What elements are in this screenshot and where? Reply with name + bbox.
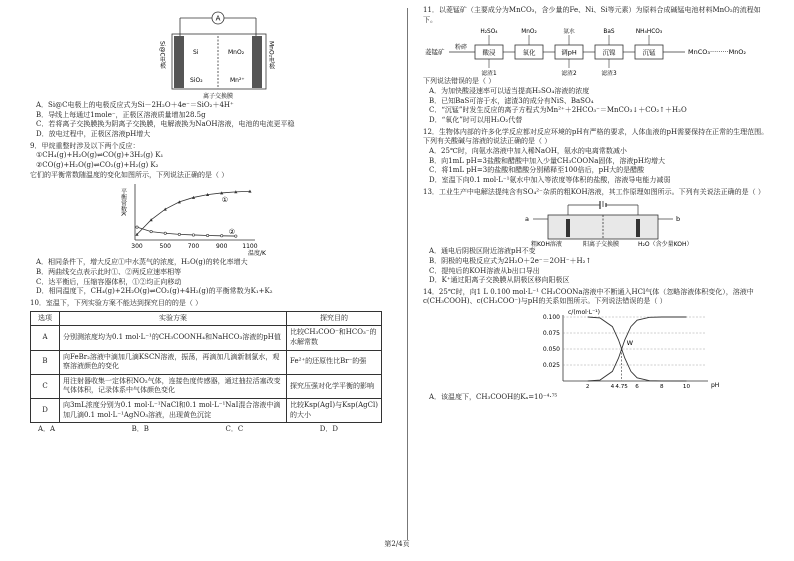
- q14-y-label: c/(mol·L⁻¹): [568, 309, 601, 317]
- flow-reagent-label: 氨水: [563, 29, 575, 36]
- q13-option-a: A．通电后阴极区附近溶液pH不变: [429, 247, 536, 256]
- q14-chart-svg: [423, 307, 773, 393]
- q9-series-1-point: [164, 208, 167, 211]
- q9-series-2-point: [178, 233, 180, 235]
- q13-electrolysis-diagram: [423, 197, 773, 247]
- flow-step-label: 调pH: [561, 48, 577, 57]
- q9-y-label: 平衡常数K: [119, 188, 127, 217]
- q14-x-tick-label: 4: [610, 384, 615, 391]
- q9-chart-svg: [30, 180, 270, 258]
- right-column: [423, 6, 773, 403]
- q10-row-d-option: D: [31, 399, 60, 423]
- mn-ion-label: Mn²⁺: [230, 77, 245, 84]
- q10-row-d-goal: 比较Ksp(AgI)与Ksp(AgCl)的大小: [287, 399, 382, 423]
- left-electrode-label: Si@C电极: [158, 41, 166, 69]
- port-b-label: b: [676, 215, 681, 224]
- q12-stem: 12．生物体内部的许多化学反应都对反应环境的pH有严格的要求，人体血液的pH需要保持在正常的生理范围。下列有关酸碱与溶液的说法正确的是（ ）: [423, 127, 769, 146]
- crude-koh-label: 粗KOH溶液: [531, 241, 562, 248]
- q12-option-b: B．向1mL pH=3盐酸和醋酸中加入少量CH₃COONa固体，溶液pH均增大: [429, 156, 665, 165]
- q9-chart: [30, 180, 392, 258]
- q10-row-c-option: C: [31, 374, 60, 398]
- q14-x-tick-label: 8: [660, 384, 664, 391]
- q9-option-d: D．相同温度下，CH₄(g)+2H₂O(g)⇌CO₂(g)+4H₂(g)的平衡常数为K₁+K₂: [36, 287, 273, 296]
- q14-chart: [423, 307, 773, 393]
- q10-choice-c: C．C: [225, 425, 244, 434]
- table-row: [31, 399, 382, 423]
- q9-x-tick-label: 900: [215, 243, 228, 251]
- flow-reagent-label: NH₄HCO₃: [635, 29, 663, 36]
- q14-x-tick-label: 6: [635, 384, 639, 391]
- q10-row-b-goal: Fe²⁺的还原性比Br⁻的强: [287, 350, 382, 374]
- q14-y-tick-label: 0.075: [542, 330, 560, 338]
- q9-option-b: B．两曲线交点表示此时①、②两反应速率相等: [36, 267, 182, 276]
- q8-cell-diagram: [30, 6, 392, 101]
- q13-diagram-svg: [423, 197, 773, 247]
- q10-header-goal: 探究目的: [287, 311, 382, 326]
- port-a-label: a: [525, 215, 529, 224]
- q11-option-b: B．已知BaS可溶于水，滤渣3的成分有NiS、BaSO₄: [429, 96, 594, 105]
- q10-header-plan: 实验方案: [60, 311, 287, 326]
- cell-diagram-svg: [30, 6, 390, 101]
- q10-row-a-goal: 比较CH₃COO⁻和HCO₃⁻的水解常数: [287, 326, 382, 350]
- q14-point-w-label: W: [626, 339, 634, 348]
- q10-choice-b: B．B: [131, 425, 149, 434]
- ammeter-label: A: [215, 14, 221, 23]
- q9-description: 它们的平衡常数随温度的变化如图所示，下列说法正确的是（ ）: [30, 170, 229, 179]
- si-c-electrode: [174, 36, 184, 88]
- q11-option-a: A．为加快酸浸速率可以适当提高H₂SO₄溶液的浓度: [429, 86, 590, 95]
- flow-step-label: 氧化: [522, 48, 536, 57]
- q9-reaction-2: ②CO(g)+H₂O(g)⇌CO₂(g)+H₂(g) K₂: [36, 160, 159, 169]
- q10-row-a-plan: 分别测浓度均为0.1 mol·L⁻¹的CH₃COONH₄和NaHCO₃溶液的pH值: [60, 326, 287, 350]
- q13-option-b: B．阴极的电极反应式为2H₂O＋2e⁻＝2OH⁻＋H₂↑: [429, 256, 592, 265]
- flow-end-label: MnCO₃·········MnO₂: [688, 48, 747, 57]
- flow-waste-label: 滤渣1: [481, 71, 497, 78]
- flow-start-label: 菱锰矿: [425, 48, 445, 57]
- q14-y-tick-label: 0.025: [542, 362, 560, 370]
- q9-series-2-point: [192, 234, 194, 236]
- q10-header-row: [31, 311, 382, 326]
- q11-stem: 11．以菱锰矿（主要成分为MnCO₃，含少量的Fe、Ni、Si等元素）为原料合成碱锰电池材料MnO₂的流程如下。: [423, 6, 761, 24]
- membrane-type-label: 阳离子交换膜: [583, 241, 620, 248]
- page-footer: 第2/4页: [384, 540, 410, 548]
- q8-option-b: B．导线上每通过1mole⁻，正极区溶液质量增加28.5g: [36, 110, 206, 119]
- q14-x-label: pH: [711, 382, 720, 390]
- q10-row-b-plan: 向FeBr₂溶液中滴加几滴KSCN溶液，振荡，再滴加几滴新制氯水，观察溶液颜色的变化: [60, 350, 287, 374]
- q9-x-tick-label: 700: [187, 243, 200, 251]
- q10-row-c-plan: 用注射器收集一定体积NO₂气体，连接色度传感器，通过抽拉活塞改变气体体积，记录体系中气体颜色变化: [60, 374, 287, 398]
- q11-option-d: D．“氧化”时可以用H₂O₂代替: [429, 115, 523, 124]
- q9-series-2-point: [206, 235, 208, 237]
- flow-reagent-label: BaS: [603, 29, 615, 36]
- q13-option-d: D．K⁺通过阳离子交换膜从阴极区移向阳极区: [429, 276, 570, 285]
- q14-y-tick-label: 0.100: [542, 314, 560, 322]
- sio2-label: SiO₂: [190, 77, 203, 84]
- q11-option-c: C．“沉锰”时发生反应的离子方程式为Mn²⁺＋2HCO₃⁻＝MnCO₃↓＋CO₂↑＋H₂O: [429, 106, 687, 115]
- q9-option-c: C．达平衡后，压缩容器体积，①②均正向移动: [36, 277, 182, 286]
- q13-stem: 13．工业生产中电解法提纯含有SO₄²⁻杂质的粗KOH溶液，其工作原理如图所示。下列有关说法正确的是（ ）: [423, 187, 765, 196]
- membrane-label: 离子交换膜: [202, 93, 234, 100]
- q9-x-tick-label: 300: [131, 243, 143, 251]
- flow-step-label: 沉锰: [642, 48, 656, 57]
- q10-choice-d: D．D: [319, 425, 338, 434]
- q14-x-tick-label: 2: [585, 384, 590, 391]
- q10-row-c-goal: 探究压强对化学平衡的影响: [287, 374, 382, 398]
- q10-row-d-plan: 向3mL浓度分别为0.1 mol·L⁻¹NaCl和0.1 mol·L⁻¹NaI混合溶液中滴加几滴0.1 mol·L⁻¹AgNO₃溶液，出现黄色沉淀: [60, 399, 287, 423]
- q13-option-c: C．提纯后的KOH溶液从b出口导出: [429, 266, 540, 275]
- q9-series-2-point: [221, 235, 223, 237]
- q11-ask: 下列说法错误的是（ ）: [423, 77, 496, 86]
- q9-option-a: A．相同条件下，增大反应①中水蒸气的浓度，H₂O(g)的转化率增大: [36, 258, 248, 267]
- q12-option-c: C．将1mL pH=3的盐酸和醋酸分别稀释至100倍后，pH大的是醋酸: [429, 166, 645, 175]
- q10-choice-a: A．A: [38, 425, 56, 434]
- q11-flowchart: [423, 25, 773, 77]
- q9-series-2-point: [164, 232, 166, 234]
- mno2-electrode: [252, 36, 262, 88]
- q9-x-tick-label: 500: [159, 243, 171, 251]
- q14-x-tick-label: 10: [682, 384, 691, 391]
- left-column: [30, 6, 392, 435]
- q9-x-label: 温度/K: [248, 250, 266, 258]
- q9-reaction-1: ①CH₄(g)+H₂O(g)⇌CO(g)+3H₂(g) K₁: [36, 151, 164, 160]
- flow-waste-label: 滤渣2: [561, 71, 577, 78]
- q8-option-a: A．Si@C电极上的电极反应式为Si－2H₂O＋4e⁻＝SiO₂＋4H⁺: [36, 101, 234, 109]
- flow-step-label: 酸浸: [482, 48, 496, 57]
- q9-x-tick-label: 1100: [242, 243, 258, 251]
- flow-step-label: 沉镍: [602, 48, 616, 57]
- q14-option-a: A．该温度下，CH₃COOH的Kₐ=10⁻⁴·⁷⁵: [429, 393, 558, 402]
- table-row: [31, 326, 382, 350]
- mno2-label: MnO₂: [228, 49, 245, 56]
- flow-reagent-label: MnO₂: [521, 29, 537, 36]
- q9-series-2-label: ②: [228, 228, 236, 237]
- table-row: [31, 374, 382, 398]
- table-row: [31, 350, 382, 374]
- q10-row-b-option: B: [31, 350, 60, 374]
- q9-series-1-label: ①: [221, 196, 228, 205]
- q10-row-a-option: A: [31, 326, 60, 350]
- q8-option-c: C．若将离子交换膜换为阴离子交换膜，电解液换为NaOH溶液，电池的电流更平稳: [36, 120, 295, 129]
- column-divider: [407, 8, 408, 540]
- flow-reagent-label: H₂SO₄: [480, 29, 498, 36]
- q9-series-2-point: [136, 226, 138, 228]
- q9-series-2-point: [150, 231, 152, 233]
- flow-waste-label: 滤渣3: [601, 71, 617, 78]
- q10-stem: 10．室温下，下列实验方案不能达到探究目的的是（ ）: [30, 298, 203, 307]
- q14-y-tick-label: 0.050: [542, 346, 560, 354]
- water-koh-label: H₂O（含少量KOH）: [638, 241, 693, 248]
- q10-table: [30, 311, 382, 424]
- q10-answer-choices: [38, 425, 338, 435]
- q12-option-a: A．25℃时，向氨水溶液中加入稀NaOH，氨水的电离常数减小: [429, 146, 627, 155]
- q14-stem: 14．25℃时，向1 L 0.100 mol·L⁻¹ CH₃COONa溶液中不断通入HCl气体（忽略溶液体积变化），溶液中c(CH₃COOH)、c(CH₃COO⁻)与pH的关系如图所示。下列说法错误的是（ ）: [423, 287, 754, 306]
- q10-header-option: 选项: [31, 311, 60, 326]
- q12-option-d: D．室温下向0.1 mol·L⁻¹氨水中加入等浓度等体积的盐酸，溶液导电能力减弱: [429, 175, 671, 184]
- q14-x-tick-label: 4.75: [615, 384, 628, 391]
- q8-option-d: D．放电过程中，正极区溶液pH增大: [36, 129, 151, 138]
- right-electrode-label: MnO₂电极: [267, 41, 275, 70]
- q9-stem: 9．甲烷重整时涉及以下两个反应：: [30, 141, 140, 150]
- flow-grind-label: 粉碎: [455, 44, 468, 52]
- q11-flow-svg: [423, 25, 773, 77]
- si-label: Si: [193, 49, 199, 56]
